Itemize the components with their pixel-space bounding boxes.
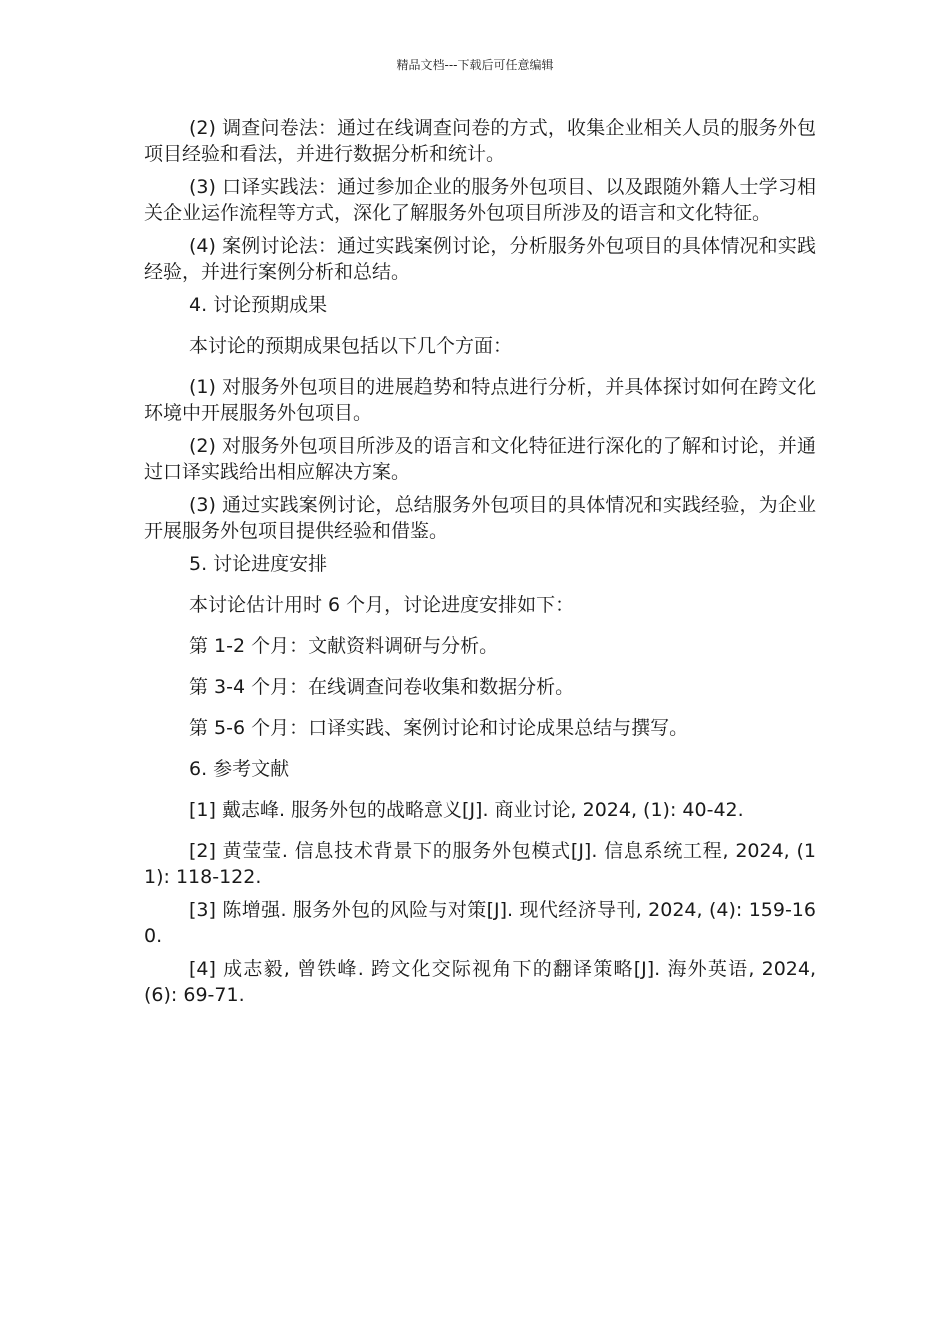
reference-item-1: [1] 戴志峰. 服务外包的战略意义[J]. 商业讨论, 2024, (1): 40-42. (189, 799, 744, 821)
expected-result-3: (3) 通过实践案例讨论，总结服务外包项目的具体情况和实践经验，为企业开展服务外包项目提供经验和借鉴。 (144, 494, 816, 542)
reference-item-4: [4] 成志毅, 曾铁峰. 跨文化交际视角下的翻译策略[J]. 海外英语, 2024, (6): 69-71. (144, 958, 816, 1006)
method-survey-paragraph: (2) 调查问卷法：通过在线调查问卷的方式，收集企业相关人员的服务外包项目经验和看法，并进行数据分析和统计。 (144, 117, 816, 165)
expected-result-2: (2) 对服务外包项目所涉及的语言和文化特征进行深化的了解和讨论，并通过口译实践给出相应解决方案。 (144, 435, 816, 483)
reference-item-3: [3] 陈增强. 服务外包的风险与对策[J]. 现代经济导刊, 2024, (4): 159-160. (144, 899, 816, 947)
section-heading-references: 6. 参考文献 (189, 758, 290, 780)
document-body (144, 115, 816, 1015)
schedule-intro: 本讨论估计用时 6 个月，讨论进度安排如下： (189, 594, 575, 616)
method-case-paragraph: (4) 案例讨论法：通过实践案例讨论，分析服务外包项目的具体情况和实践经验，并进行案例分析和总结。 (144, 235, 816, 283)
expected-result-1: (1) 对服务外包项目的进展趋势和特点进行分析，并具体探讨如何在跨文化环境中开展服务外包项目。 (144, 376, 816, 424)
section-heading-schedule: 5. 讨论进度安排 (189, 553, 328, 575)
schedule-item-2: 第 3-4 个月：在线调查问卷收集和数据分析。 (189, 676, 575, 698)
page-header: 精品文档---下载后可任意编辑 (396, 58, 554, 72)
reference-item-2: [2] 黄莹莹. 信息技术背景下的服务外包模式[J]. 信息系统工程, 2024, (11): 118-122. (144, 840, 816, 888)
method-interpreting-paragraph: (3) 口译实践法：通过参加企业的服务外包项目、以及跟随外籍人士学习相关企业运作流程等方式，深化了解服务外包项目所涉及的语言和文化特征。 (144, 176, 816, 224)
section-heading-expected-results: 4. 讨论预期成果 (189, 294, 328, 316)
schedule-item-3: 第 5-6 个月：口译实践、案例讨论和讨论成果总结与撰写。 (189, 717, 689, 739)
schedule-item-1: 第 1-2 个月：文献资料调研与分析。 (189, 635, 499, 657)
expected-results-intro: 本讨论的预期成果包括以下几个方面： (189, 335, 513, 357)
